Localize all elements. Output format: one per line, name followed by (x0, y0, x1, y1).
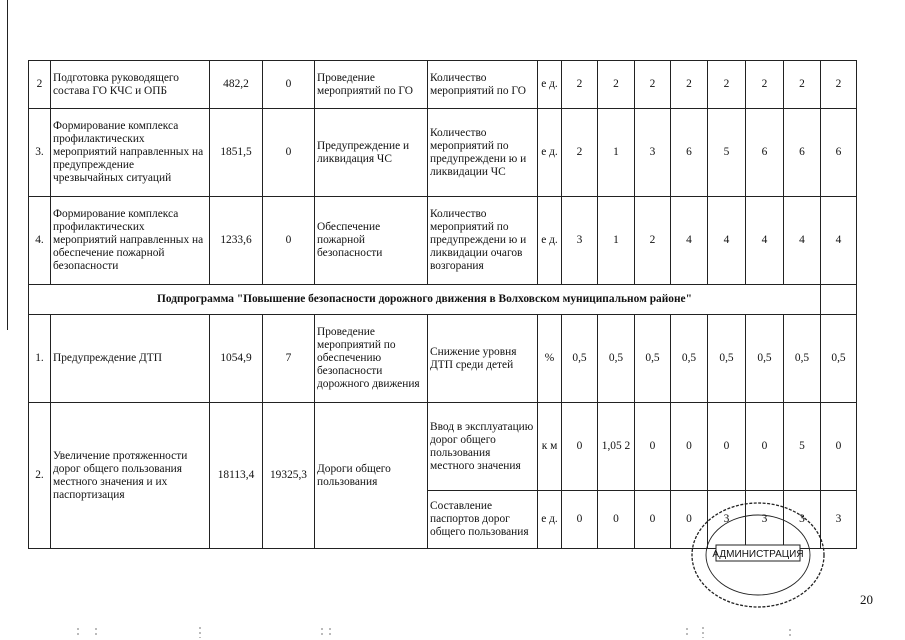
value-cell: 5 (708, 109, 746, 197)
value-cell: 0 (598, 491, 635, 549)
value-cell: 0 (562, 491, 598, 549)
activity-name: Подготовка руководящего состава ГО КЧС и ОПБ (51, 61, 210, 109)
row-number: 3. (29, 109, 51, 197)
funding-1: 1054,9 (210, 315, 263, 403)
value-cell: 6 (746, 109, 784, 197)
funding-2: 0 (263, 109, 315, 197)
value-cell: 0 (708, 403, 746, 491)
table-row (29, 61, 857, 109)
value-cell: 4 (821, 197, 857, 285)
value-cell: 6 (784, 109, 821, 197)
value-cell: 5 (784, 403, 821, 491)
unit: е д. (538, 109, 562, 197)
funding-1: 1233,6 (210, 197, 263, 285)
value-cell: 2 (784, 61, 821, 109)
value-cell: 0 (635, 403, 671, 491)
value-cell: 1,05 2 (598, 403, 635, 491)
value-cell: 1 (598, 109, 635, 197)
margin-line (7, 0, 8, 330)
event-name: Обеспечение пожарной безопасности (315, 197, 428, 285)
row-number: 2. (29, 403, 51, 549)
value-cell: 0,5 (598, 315, 635, 403)
value-cell: 2 (562, 61, 598, 109)
funding-2: 7 (263, 315, 315, 403)
value-cell: 0,5 (784, 315, 821, 403)
value-cell: 0,5 (708, 315, 746, 403)
row-number: 1. (29, 315, 51, 403)
value-cell: 4 (746, 197, 784, 285)
value-cell: 3 (784, 491, 821, 549)
value-cell: 4 (708, 197, 746, 285)
table-row (29, 315, 857, 403)
funding-1: 18113,4 (210, 403, 263, 549)
value-cell: 2 (635, 197, 671, 285)
value-cell: 3 (746, 491, 784, 549)
value-cell: 6 (671, 109, 708, 197)
seal-text: АДМИНИСТРАЦИЯ (712, 549, 804, 560)
value-cell: 6 (821, 109, 857, 197)
row-number: 4. (29, 197, 51, 285)
program-table (28, 60, 857, 549)
value-cell: 4 (784, 197, 821, 285)
table-row (29, 403, 857, 491)
activity-name: Предупреждение ДТП (51, 315, 210, 403)
activity-name: Формирование комплекса профилактических мероприятий направленных на предупреждение чрезвычайных ситуаций (51, 109, 210, 197)
value-cell: 0 (562, 403, 598, 491)
value-cell: 2 (708, 61, 746, 109)
value-cell: 0,5 (562, 315, 598, 403)
indicator-name: Количество мероприятий по предупреждени ю и ликвидации очагов возгорания (428, 197, 538, 285)
value-cell: 0,5 (671, 315, 708, 403)
subprogram-title: Подпрограмма "Повышение безопасности дорожного движения в Волховском муниципальном районе" (29, 285, 821, 315)
funding-2: 0 (263, 197, 315, 285)
value-cell: 0,5 (746, 315, 784, 403)
activity-name: Формирование комплекса профилактических мероприятий направленных на обеспечение пожарной безопасности (51, 197, 210, 285)
unit: % (538, 315, 562, 403)
indicator-name: Количество мероприятий по ГО (428, 61, 538, 109)
event-name: Проведение мероприятий по обеспечению безопасности дорожного движения (315, 315, 428, 403)
value-cell: 2 (821, 61, 857, 109)
funding-1: 1851,5 (210, 109, 263, 197)
value-cell: 1 (598, 197, 635, 285)
indicator-name: Количество мероприятий по предупреждени ю и ликвидации ЧС (428, 109, 538, 197)
value-cell: 3 (562, 197, 598, 285)
page-number: 20 (860, 592, 873, 607)
unit: е д. (538, 491, 562, 549)
funding-2: 19325,3 (263, 403, 315, 549)
value-cell: 4 (671, 197, 708, 285)
unit: е д. (538, 61, 562, 109)
scan-artifacts (0, 626, 905, 638)
event-name: Предупреждение и ликвидация ЧС (315, 109, 428, 197)
value-cell: 0,5 (635, 315, 671, 403)
funding-2: 0 (263, 61, 315, 109)
table-row (29, 197, 857, 285)
value-cell: 0,5 (821, 315, 857, 403)
value-cell: 2 (746, 61, 784, 109)
value-cell: 3 (635, 109, 671, 197)
unit: к м (538, 403, 562, 491)
value-cell: 0 (671, 403, 708, 491)
value-cell: 3 (821, 491, 857, 549)
indicator-name: Снижение уровня ДТП среди детей (428, 315, 538, 403)
event-name: Проведение мероприятий по ГО (315, 61, 428, 109)
table-row (29, 109, 857, 197)
value-cell: 2 (671, 61, 708, 109)
unit: е д. (538, 197, 562, 285)
event-name: Дороги общего пользования (315, 403, 428, 549)
empty-cell (821, 285, 857, 315)
subprogram-row (29, 285, 857, 315)
value-cell: 0 (671, 491, 708, 549)
funding-1: 482,2 (210, 61, 263, 109)
value-cell: 3 (708, 491, 746, 549)
activity-name: Увеличение протяженности дорог общего пользования местного значения и их паспортизация (51, 403, 210, 549)
indicator-name: Ввод в эксплуатацию дорог общего пользования местного значения (428, 403, 538, 491)
value-cell: 0 (746, 403, 784, 491)
value-cell: 2 (635, 61, 671, 109)
value-cell: 2 (562, 109, 598, 197)
value-cell: 0 (635, 491, 671, 549)
official-seal (688, 500, 828, 610)
value-cell: 0 (821, 403, 857, 491)
row-number: 2 (29, 61, 51, 109)
indicator-name: Составление паспортов дорог общего пользования (428, 491, 538, 549)
value-cell: 2 (598, 61, 635, 109)
